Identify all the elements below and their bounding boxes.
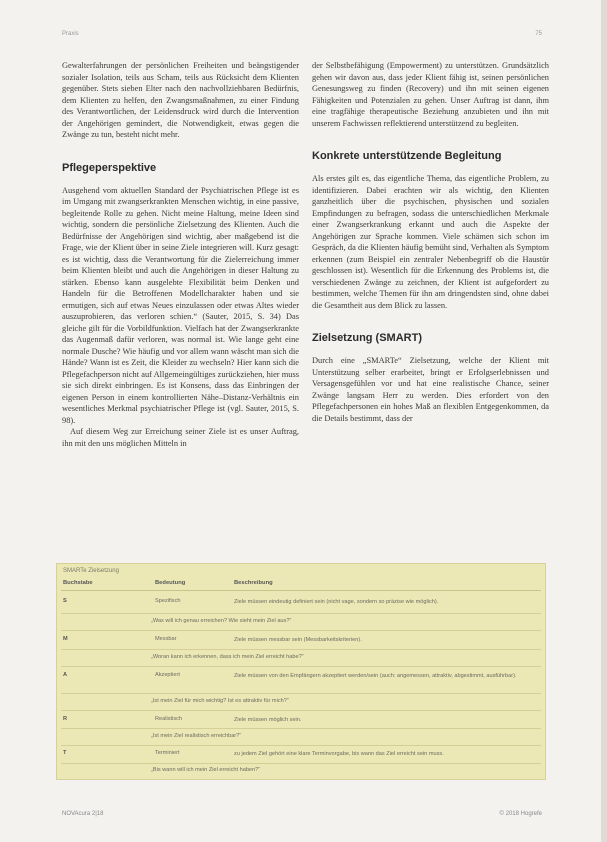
row-meaning: Terminiert bbox=[155, 750, 180, 756]
page-footer bbox=[62, 811, 542, 821]
table-header-meaning: Bedeutung bbox=[155, 580, 186, 586]
table-header-row bbox=[61, 578, 541, 591]
right-paragraph-2: Durch eine „SMARTe“ Zielsetzung, welche der Klient mit Unterstützung selber erarbeitet, bringt er Erfolgserlebnissen und Versagensgefühlen vor und hat eine realistische Chance, seiner Zwänge langsam Herr zu werden. Dies erfordert von den Pflegefachpersonen ein hohes Maß an flexiblen Entgegenkommen, da die Details bestimmt, dass der bbox=[312, 356, 549, 423]
header-page-number: 75 bbox=[535, 31, 542, 37]
row-note: „Bis wann will ich mein Ziel erreicht haben?“ bbox=[151, 767, 261, 773]
row-meaning: Messbar bbox=[155, 636, 177, 642]
right-column bbox=[312, 60, 549, 424]
left-intro-paragraph: Gewalterfahrungen der persönlichen Freiheiten und beängstigender sozialer Isolation, teils aus Scham, teils aus Rücksicht dem Klienten gegenüber. Stets sieben Elter nach den nachvollziehbaren Bedürfnis, dem Klienten zu helfen, den Zwangsmaßnahmen, zu einer Findung des Verantwortlichen, der Leidensdruck wird durch die Intervention der Angehörigen gemindert, die Notwendigkeit, etwas gegen die Zwänge zu tun, besteht nicht mehr. bbox=[62, 61, 299, 139]
row-letter: S bbox=[63, 598, 67, 604]
row-description: Ziele müssen von den Empfängern akzeptiert werden/sein (auch: angemessen, attraktiv, abgestimmt, ausführbar). bbox=[234, 673, 517, 679]
footer-publisher: © 2018 Hogrefe bbox=[499, 811, 542, 817]
row-meaning: Spezifisch bbox=[155, 598, 181, 604]
row-description: Ziele müssen möglich sein. bbox=[234, 717, 302, 723]
row-letter: A bbox=[63, 672, 68, 678]
row-note: „Ist mein Ziel für mich wichtig? Ist es attraktiv für mich?“ bbox=[151, 698, 289, 704]
row-description: zu jedem Ziel gehört eine klare Terminvorgabe, bis wann das Ziel erreicht sein muss. bbox=[234, 751, 444, 757]
smart-table bbox=[56, 563, 546, 780]
right-paragraph-1: Als erstes gilt es, das eigentliche Thema, das eigentliche Problem, zu identifizieren. Dabei erachten wir als wichtig, den Klienten ganzheitlich über die psychischen, physischen und sozialen Empfindungen zu befragen, sodass die unterschiedlichen Merkmale einer Zwangserkrankung erkannt und auch die Aspekte der Angehörigen zur Sprache kommen. Viele schämen sich schon im Gespräch, da die Klienten häufig bemüht sind, Verhalten als Symptom erkennen (zum Beispiel ein zentraler Nebenbegriff ob die Haustür geschlossen ist). Wesentlich für die Erkennung des Problems ist, die verschiedenen Zwänge zu zeichnen, der Klient ist aufgefordert zu bestimmen, welche Themen für ihn am dringendsten sind, ohne dabei die Gesamtheit aus dem Blick zu lassen. bbox=[312, 174, 549, 310]
left-paragraph-2: Auf diesem Weg zur Erreichung seiner Ziele ist es unser Auftrag, ihn mit den uns möglichen Mitteln in bbox=[62, 427, 299, 448]
page-edge bbox=[601, 0, 607, 842]
header-section-label: Praxis bbox=[62, 31, 79, 37]
row-description: Ziele müssen messbar sein (Messbarkeitskriterien). bbox=[234, 637, 362, 643]
row-letter: M bbox=[63, 636, 68, 642]
row-meaning: Akzeptiert bbox=[155, 672, 180, 678]
table-divider bbox=[61, 728, 541, 729]
row-note: „Woran kann ich erkennen, dass ich mein Ziel erreicht habe?“ bbox=[151, 654, 304, 660]
row-note: „Ist mein Ziel realistisch erreichbar?“ bbox=[151, 733, 242, 739]
row-letter: T bbox=[63, 750, 67, 756]
row-meaning: Realistisch bbox=[155, 716, 183, 722]
left-paragraph-1: Ausgehend vom aktuellen Standard der Psychiatrischen Pflege ist es im Umgang mit zwangserkrankten Menschen wichtig, in eine passive, begleitende Rolle zu gehen. Nicht meine Haltung, meine Ideen sind wichtig, sondern die persönliche Zielsetzung des Klienten. Auch die Bedürfnisse der Angehörigen sind wichtig, aber maßgebend ist die Frage, wie der Klient über in seine Ziele integrieren will. Kurz gesagt: es ist wichtig, dass die Verantwortung für die Zielerreichung immer beim Klienten bleibt und auch die Angehörigen in dieser Haltung zu stärken. Ebenso kann ausgelebte Flexibilität beim Denken und Handeln für die Betroffenen Modellcharakter haben und sie ermutigen, sich auf etwas Neues einzulassen oder etwas Altes wieder auszuprobieren, das verloren schien.“ (Sauter, 2015, S. 34) Das gleiche gilt für die Vorbildfunktion. Vielfach hat der Zwangserkrankte das Augenmaß dafür verloren, was normal ist. Wie lange geht eine normale Dusche? Wie häufig und vor allem wann wäscht man sich die Hände? Wann ist es Zeit, die Kleider zu wechseln? Hier kann sich die Pflegefachperson nicht auf Allgemeingültiges zurückziehen, hier muss sie sich direkt einbringen. Es ist Konsens, dass das Einbringen der eigenen Person in einem kontrollierten Nähe–Distanz-Verhältnis ein wesentliches Merkmal psychiatrischer Pflege ist (vgl. Sauter, 2015, S. 98). bbox=[62, 185, 299, 425]
table-divider bbox=[61, 630, 541, 631]
heading-pflegeperspektive: Pflegeperspektive bbox=[62, 161, 157, 174]
table-divider bbox=[61, 710, 541, 711]
footer-journal: NOVAcura 2|18 bbox=[62, 811, 104, 817]
row-description: Ziele müssen eindeutig definiert sein (nicht vage, sondern so präzise wie möglich). bbox=[234, 599, 439, 605]
table-caption: SMARTe Zielsetzung bbox=[63, 568, 119, 574]
table-divider bbox=[61, 763, 541, 764]
heading-konkrete-begleitung: Konkrete unterstützende Begleitung bbox=[312, 150, 502, 162]
table-divider bbox=[61, 745, 541, 746]
table-divider bbox=[61, 649, 541, 650]
row-note: „Was will ich genau erreichen? Wie sieht mein Ziel aus?“ bbox=[151, 618, 292, 624]
right-intro-paragraph: der Selbstbefähigung (Empowerment) zu unterstützen. Grundsätzlich gehen wir davon aus, dass jeder Klient fähig ist, seinen persönlichen Genesungsweg zu finden (Recovery) und ihn mit seinen eigenen Fähigkeiten und Potenzialen zu gehen. Unser Auftrag ist dann, ihm eine tragfähige therapeutische Beziehung anzubieten und ihn mit unserem Fachwissen reflektierend unterstützend zu begleiten. bbox=[312, 61, 549, 128]
table-divider bbox=[61, 693, 541, 694]
running-header bbox=[62, 31, 542, 43]
table-header-description: Beschreibung bbox=[234, 580, 273, 586]
row-letter: R bbox=[63, 716, 68, 722]
left-column bbox=[62, 60, 299, 449]
table-divider bbox=[61, 666, 541, 667]
heading-zielsetzung: Zielsetzung (SMART) bbox=[312, 332, 422, 344]
table-divider bbox=[61, 613, 541, 614]
table-header-letter: Buchstabe bbox=[63, 580, 93, 586]
